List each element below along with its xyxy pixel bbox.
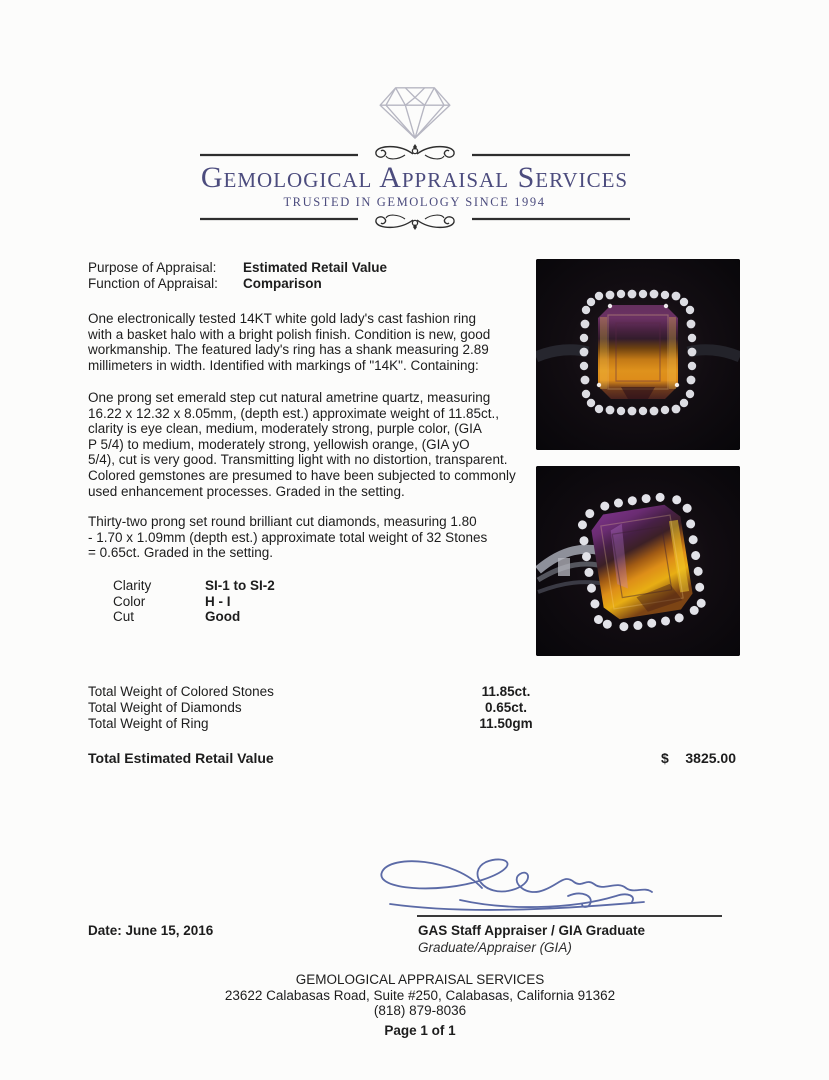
total-value: 0.65ct.: [484, 700, 528, 715]
purpose-row: [88, 260, 387, 276]
text-line: used enhancement processes. Graded in the setting.: [88, 483, 405, 499]
retail-value-number: 3825.00: [685, 750, 736, 766]
text-line: P 5/4) to medium, moderately strong, yellowish orange, (GIA yO: [88, 436, 470, 452]
weight-totals: [88, 684, 738, 732]
diamond-grades-table: [113, 578, 275, 625]
ring-description-paragraph: [88, 311, 533, 373]
purpose-value: Estimated Retail Value: [243, 260, 388, 275]
grade-label: Clarity: [113, 578, 152, 593]
total-row: [88, 684, 738, 700]
document-footer: [0, 972, 829, 1038]
grade-row-clarity: [113, 578, 275, 594]
total-value: 11.50gm: [479, 716, 533, 731]
ametrine-description-paragraph: [88, 390, 533, 499]
grade-label: Cut: [113, 609, 135, 625]
purpose-label: Purpose of Appraisal:: [88, 260, 217, 275]
text-line: with a basket halo with a bright polish finish. Condition is new, good: [88, 326, 491, 342]
diamonds-description-paragraph: [88, 514, 533, 561]
total-row: [88, 716, 738, 732]
footer-phone: (818) 879-8036: [373, 1003, 467, 1019]
grade-label: Color: [113, 593, 146, 609]
text-line: workmanship. The featured lady's ring has a shank measuring 2.89: [88, 342, 489, 358]
grade-row-cut: [113, 609, 275, 625]
function-row: [88, 276, 387, 292]
currency-symbol: $: [661, 750, 669, 766]
appraiser-signature: [332, 852, 668, 918]
page-indicator: Page 1 of 1: [384, 1022, 456, 1038]
company-title: Gemological Appraisal Services: [200, 161, 629, 194]
ornament-divider-bottom: [200, 212, 630, 232]
text-line: millimeters in width. Identified with markings of "14K". Containing:: [88, 357, 479, 373]
total-label: Total Weight of Diamonds: [88, 700, 242, 715]
grade-value: SI-1 to SI-2: [205, 578, 275, 593]
total-row: [88, 700, 738, 716]
total-label: Total Weight of Colored Stones: [88, 684, 274, 699]
total-label: Total Weight of Ring: [88, 716, 209, 731]
signature-line: [417, 915, 722, 917]
grade-value: H - I: [205, 593, 231, 609]
text-line: One prong set emerald step cut natural ametrine quartz, measuring: [88, 390, 491, 405]
grade-value: Good: [205, 609, 241, 625]
appraiser-title: GAS Staff Appraiser / GIA Graduate: [418, 923, 646, 938]
total-value: 11.85ct.: [481, 684, 531, 699]
ornament-divider-top: [200, 142, 630, 162]
text-line: 16.22 x 12.32 x 8.05mm, (depth est.) approximate weight of 11.85ct.,: [88, 405, 499, 421]
company-header: [0, 82, 829, 232]
ring-photo-top-view: [536, 259, 740, 450]
retail-value-amount: [661, 750, 736, 766]
text-line: - 1.70 x 1.09mm (depth est.) approximate total weight of 32 Stones: [88, 529, 488, 545]
grade-row-color: [113, 594, 275, 610]
function-value: Comparison: [243, 275, 322, 291]
appraisal-date: Date: June 15, 2016: [88, 923, 214, 938]
text-line: 5/4), cut is very good. Transmitting light with no distortion, transparent.: [88, 452, 508, 468]
retail-value-label: Total Estimated Retail Value: [88, 750, 274, 766]
appraisal-meta: [88, 260, 387, 291]
text-line: clarity is eye clean, medium, moderately strong, purple color, (GIA: [88, 421, 482, 437]
text-line: = 0.65ct. Graded in the setting.: [88, 545, 273, 561]
function-label: Function of Appraisal:: [88, 275, 218, 291]
text-line: Thirty-two prong set round brilliant cut diamonds, measuring 1.80: [88, 514, 477, 529]
company-tagline: TRUSTED IN GEMOLOGY SINCE 1994: [283, 195, 546, 209]
ring-photo-side-view: [536, 466, 740, 656]
text-line: One electronically tested 14KT white gold lady's cast fashion ring: [88, 311, 477, 326]
appraiser-subtitle: Graduate/Appraiser (GIA): [418, 940, 572, 955]
footer-company: GEMOLOGICAL APPRAISAL SERVICES: [295, 972, 545, 987]
footer-address: 23622 Calabasas Road, Suite #250, Calabasas, California 91362: [224, 987, 616, 1003]
text-line: Colored gemstones are presumed to have been subjected to commonly: [88, 467, 516, 483]
diamond-logo-icon: [0, 82, 829, 142]
